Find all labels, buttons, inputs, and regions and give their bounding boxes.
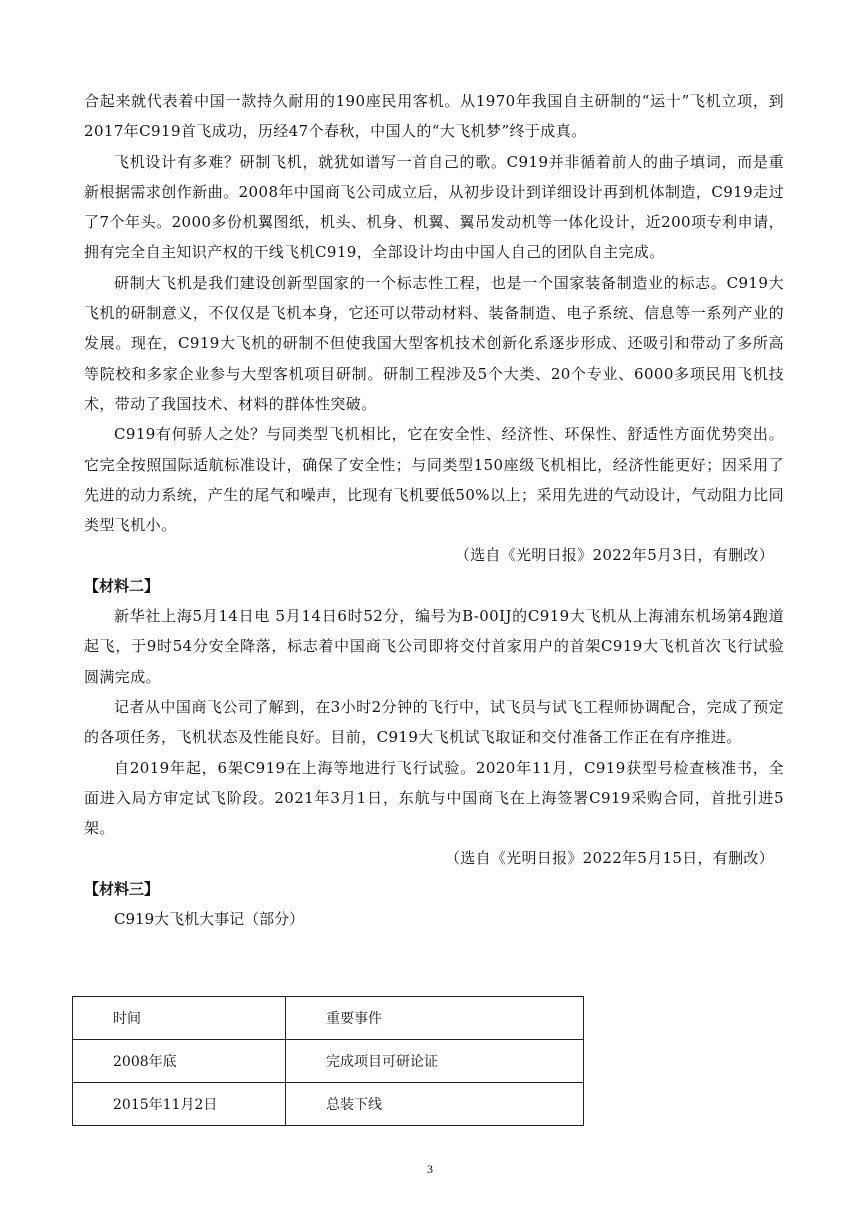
material-one-paragraph-3: 研制大飞机是我们建设创新型国家的一个标志性工程，也是一个国家装备制造业的标志。C919大飞机的研制意义，不仅仅是飞机本身，它还可以带动材料、装备制造、电子系统、信息等一系列产业的发展。现在，C919大飞机的研制不但使我国大型客机技术创新化系逐步形成、还吸引和带动了多所高等院校和多家企业参与大型客机项目研制。研制工程涉及5个大类、20个专业、6000多项民用飞机技术，带动了我国技术、材料的群体性突破。 [84, 273, 784, 413]
table-cell-event: 完成项目可研论证 [286, 1040, 584, 1083]
material-two-heading: 【材料二】 [84, 576, 160, 595]
material-one-paragraph-1: 合起来就代表着中国一款持久耐用的190座民用客机。从1970年我国自主研制的“运十”飞机立项，到2017年C919首飞成功，历经47个春秋，中国人的“大飞机梦”终于成真。 [84, 92, 784, 141]
material-one-source: （选自《光明日报》2022年5月3日，有删改） [454, 546, 774, 565]
material-two-paragraph-1: 新华社上海5月14日电 5月14日6时52分，编号为B-00IJ的C919大飞机从上海浦东机场第4跑道起飞，于9时54分安全降落，标志着中国商飞公司即将交付首家用户的首架C919大飞机首次飞行试验圆满完成。 [84, 607, 784, 686]
table-header-row [73, 997, 584, 1040]
page-number: 3 [427, 1162, 433, 1176]
document-page [84, 86, 784, 934]
material-two-paragraph-2: 记者从中国商飞公司了解到，在3小时2分钟的飞行中，试飞员与试飞工程师协调配合，完成了预定的各项任务，飞机状态及性能良好。目前，C919大飞机试飞取证和交付准备工作正在有序推进。 [84, 697, 784, 747]
material-one-paragraph-2: 飞机设计有多难？研制飞机，就犹如谱写一首自己的歌。C919并非循着前人的曲子填词，而是重新根据需求创作新曲。2008年中国商飞公司成立后，从初步设计到详细设计再到机体制造，C919走过了7个年头。2000多份机翼图纸，机头、机身、机翼、翼吊发动机等一体化设计，近200项专利申请，拥有完全自主知识产权的干线飞机C919，全部设计均由中国人自己的团队自主完成。 [84, 152, 784, 262]
material-two-source: （选自《光明日报》2022年5月15日，有删改） [444, 849, 774, 868]
material-two-paragraph-3: 自2019年起，6架C919在上海等地进行飞行试验。2020年11月，C919获型号检查核准书，全面进入局方审定试飞阶段。2021年3月1日，东航与中国商飞在上海签署C919采购合同，首批引进5架。 [84, 758, 784, 838]
table-header-time: 时间 [73, 997, 286, 1040]
table-cell-time: 2015年11月2日 [73, 1083, 286, 1126]
table-row [73, 1040, 584, 1083]
table-header-event: 重要事件 [286, 997, 584, 1040]
table-cell-time: 2008年底 [73, 1040, 286, 1083]
table-caption: C919大飞机大事记（部分） [114, 910, 305, 929]
milestones-table [72, 996, 584, 1126]
table-cell-event: 总装下线 [286, 1083, 584, 1126]
material-three-heading: 【材料三】 [84, 879, 160, 898]
table-row [73, 1083, 584, 1126]
material-one-paragraph-4: C919有何骄人之处？与同类型飞机相比，它在安全性、经济性、环保性、舒适性方面优势突出。它完全按照国际适航标准设计，确保了安全性；与同类型150座级飞机相比，经济性能更好；因采用了先进的动力系统，产生的尾气和噪声，比现有飞机要低50%以上；采用先进的气动设计，气动阻力比同类型飞机小。 [84, 425, 784, 535]
